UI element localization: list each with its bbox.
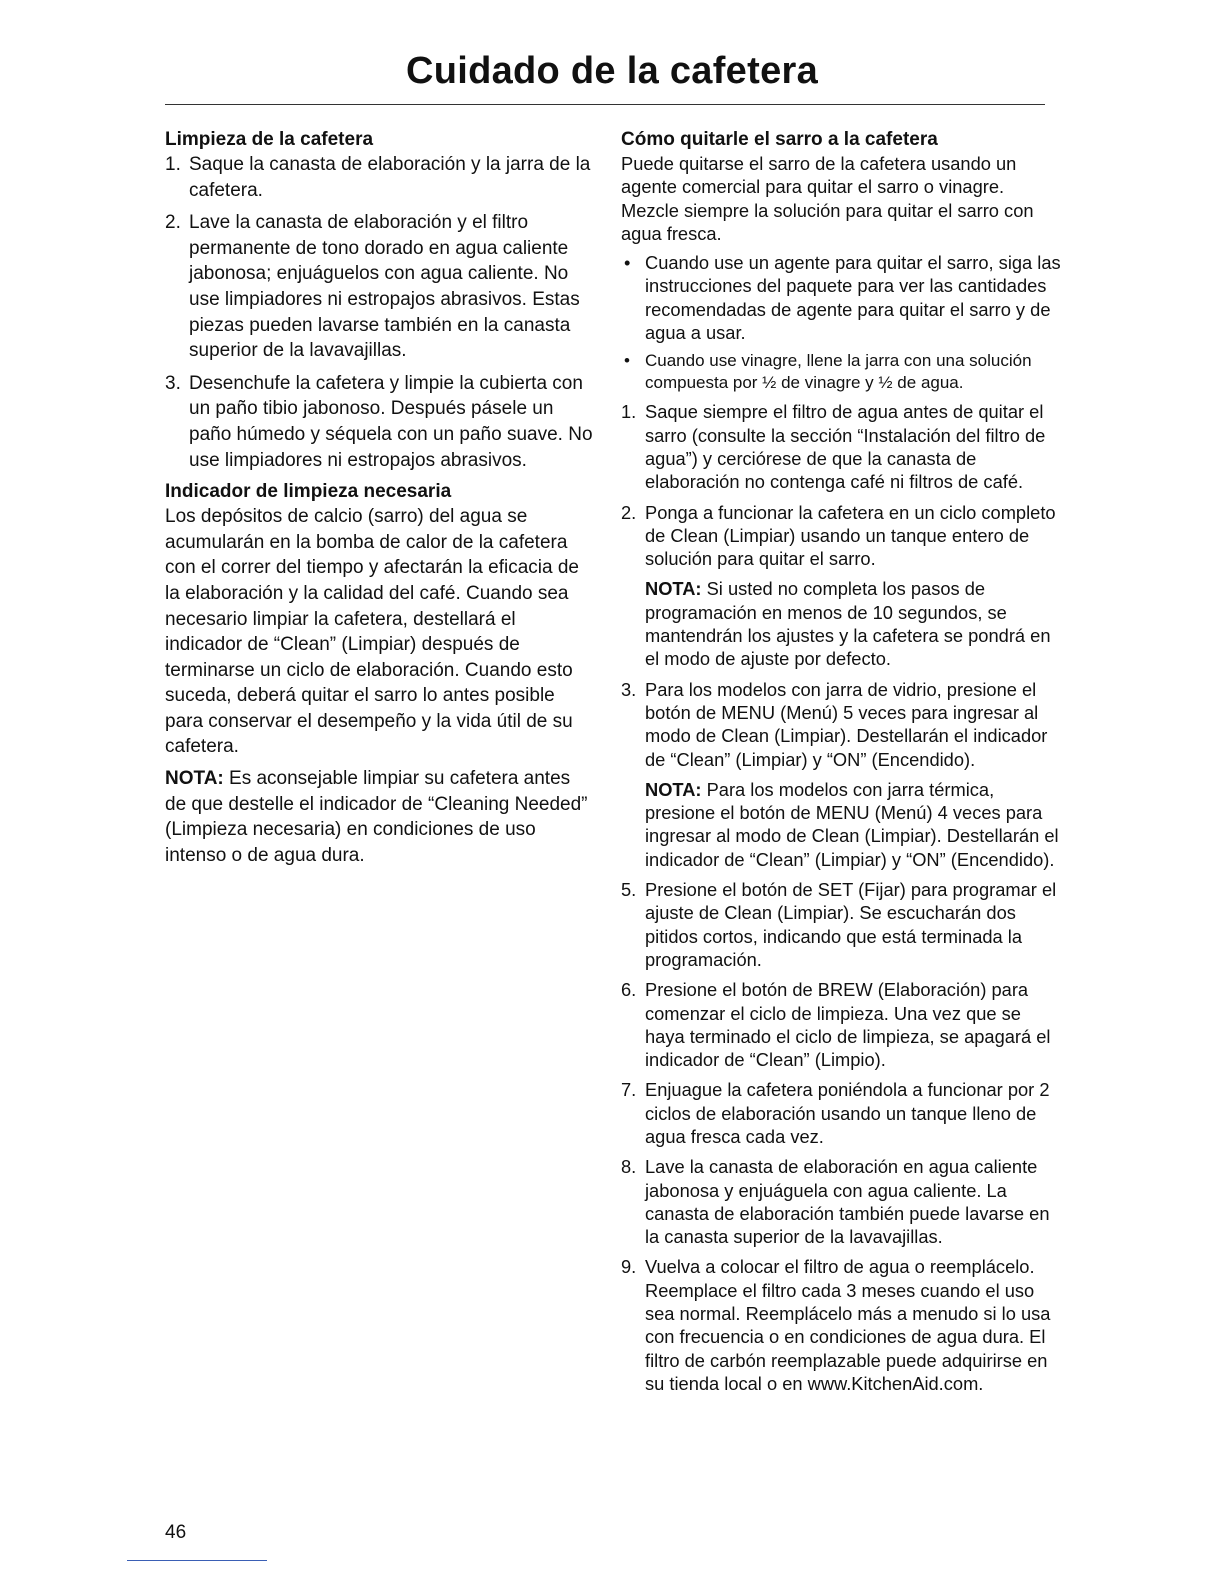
step-number: 2. (165, 212, 181, 234)
step-text: Vuelva a colocar el filtro de agua o reemplácelo. Reemplace el filtro cada 3 meses cuando el uso sea normal. Reemplácelo más a menudo si lo usa con frecuencia o en condiciones de agua dura. El filtro de carbón reemplazable puede adquirirse en su tienda local o en www.KitchenAid.com. (645, 1256, 1051, 1394)
list-item (165, 210, 593, 364)
step-number: 7. (621, 1079, 637, 1101)
list-item (621, 1155, 1061, 1248)
list-item (165, 371, 593, 473)
indicator-paragraph: Los depósitos de calcio (sarro) del agua se acumularán en la bomba de calor de la cafetera con el correr del tiempo y afectarán la eficacia de la elaboración y la calidad del café. Cuando sea necesario limpiar la cafetera, destellará el indicador de “Clean” (Limpiar) después de terminarse un ciclo de elaboración. Cuando esto suceda, deberá quitar el sarro lo antes posible para conservar el desempeño y la vida útil de su cafetera. (165, 506, 579, 758)
list-item (621, 678, 1061, 771)
step-note (621, 577, 1061, 670)
step-number: 3. (621, 678, 637, 700)
note-text: Es aconsejable limpiar su cafetera antes de que destelle el indicador de “Cleaning Needed” (Limpieza necesaria) en condiciones de uso intenso o de agua dura. (165, 768, 588, 866)
list-item (621, 1255, 1061, 1395)
bullet-text: Cuando use un agente para quitar el sarro, siga las instrucciones del paquete para ver las cantidades recomendadas de agente para quitar el sarro y de agua a usar. (645, 252, 1061, 344)
step-text: Saque la canasta de elaboración y la jarra de la cafetera. (189, 154, 591, 201)
step-number: 3. (165, 372, 181, 394)
note-text: Para los modelos con jarra térmica, presione el botón de MENU (Menú) 4 veces para ingresar al modo de Clean (Limpiar). Destellarán el indicador de “Clean” (Limpiar) y “ON” (Encendido). (645, 778, 1059, 870)
step-number: 6. (621, 979, 637, 1001)
list-item (621, 1078, 1061, 1148)
footer-line (127, 1560, 267, 1561)
step-text: Enjuague la cafetera poniéndola a funcionar por 2 ciclos de elaboración usando un tanque lleno de agua fresca cada vez. (645, 1079, 1050, 1147)
list-item (621, 400, 1061, 493)
step-number: 1. (165, 154, 181, 175)
page-title: Cuidado de la cafetera (405, 50, 819, 92)
step-text: Desenchufe la cafetera y limpie la cubierta con un paño tibio jabonoso. Después pásele un paño húmedo y séquela con un paño suave. No use limpiadores ni estropajos abrasivos. (189, 372, 593, 471)
left-column (165, 128, 593, 868)
note-text: Si usted no completa los pasos de programación en menos de 10 segundos, se mantendrán los ajustes y la cafetera se pondrá en el modo de ajuste por defecto. (645, 578, 1051, 670)
step-number: 5. (621, 879, 637, 901)
list-item (621, 501, 1061, 571)
note-paragraph (165, 766, 593, 868)
step-text: Lave la canasta de elaboración y el filtro permanente de tono dorado en agua caliente jabonosa; enjuáguelos con agua caliente. No use limpiadores ni estropajos abrasivos. Estas piezas pueden lavarse también en la canasta superior de la lavavajillas. (189, 212, 580, 362)
step-number: 8. (621, 1156, 637, 1178)
descale-bullets (621, 251, 1061, 394)
step-number: 2. (621, 501, 637, 523)
step-text: Presione el botón de BREW (Elaboración) para comenzar el ciclo de limpieza. Una vez que se haya terminado el ciclo de limpieza, se apagará el indicador de “Clean” (Limpio). (645, 979, 1051, 1071)
note-label: NOTA: (645, 578, 702, 600)
note-label: NOTA: (165, 768, 224, 790)
heading-cleaning: Limpieza de la cafetera (165, 129, 374, 150)
step-text: Ponga a funcionar la cafetera en un ciclo completo de Clean (Limpiar) usando un tanque entero de solución para quitar el sarro. (645, 501, 1056, 570)
step-text: Saque siempre el filtro de agua antes de quitar el sarro (consulte la sección “Instalación del filtro de agua”) y cerciórese de que la canasta de elaboración no contenga café ni filtros de café. (645, 401, 1046, 493)
right-column (621, 128, 1061, 1402)
title-divider (165, 104, 1045, 105)
descale-intro: Puede quitarse el sarro de la cafetera usando un agente comercial para quitar el sarro o vinagre. Mezcle siempre la solución para quitar el sarro con agua fresca. (621, 153, 1034, 244)
step-text: Lave la canasta de elaboración en agua caliente jabonosa y enjuáguela con agua caliente. La canasta de elaboración también puede lavarse en la canasta superior de la lavavajillas. (645, 1156, 1050, 1248)
bullet-text: Cuando use vinagre, llene la jarra con una solución compuesta por ½ de vinagre y ½ de agua. (645, 351, 1032, 393)
note-label: NOTA: (645, 778, 702, 800)
bullet-icon: • (624, 252, 631, 274)
list-item (621, 878, 1061, 971)
list-item (621, 350, 1061, 394)
heading-indicator: Indicador de limpieza necesaria (165, 481, 452, 503)
bullet-icon: • (624, 351, 630, 371)
heading-descale: Cómo quitarle el sarro a la cafetera (621, 129, 938, 150)
step-number: 1. (621, 401, 637, 423)
page-number: 46 (165, 1522, 187, 1543)
step-number: 9. (621, 1256, 637, 1278)
list-item (165, 152, 593, 203)
step-text: Para los modelos con jarra de vidrio, presione el botón de MENU (Menú) 5 veces para ingresar al modo de Clean (Limpiar). Destellarán el indicador de “Clean” (Limpiar) y “ON” (Encendido). (645, 678, 1048, 770)
step-note (621, 778, 1061, 871)
descale-steps (621, 400, 1061, 1395)
step-text: Presione el botón de SET (Fijar) para programar el ajuste de Clean (Limpiar). Se escucharán dos pitidos cortos, indicando que está terminada la programación. (645, 879, 1057, 970)
list-item (621, 251, 1061, 344)
list-item (621, 978, 1061, 1071)
cleaning-steps (165, 152, 593, 473)
